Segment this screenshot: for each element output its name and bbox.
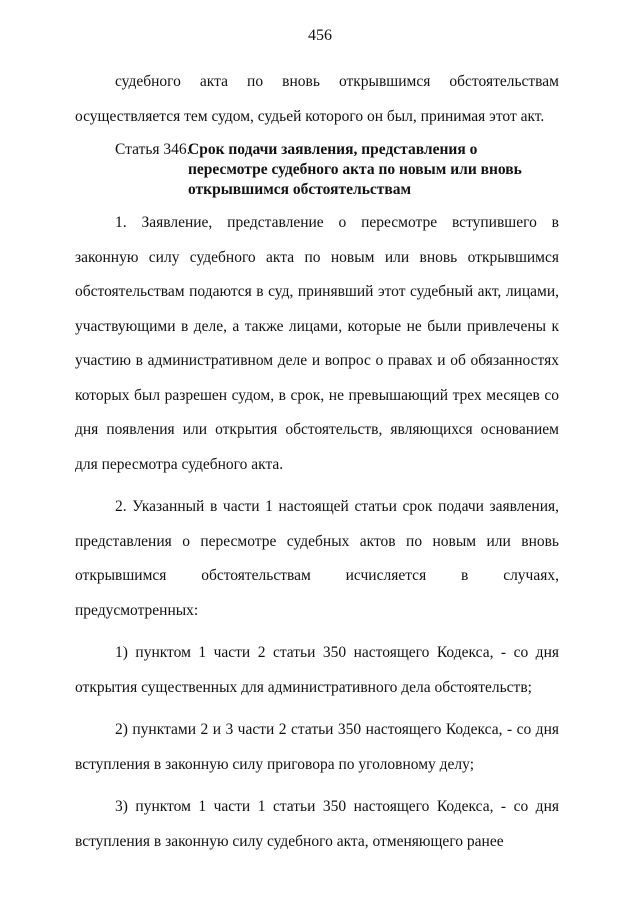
paragraph-item-2: 2) пунктами 2 и 3 части 2 статьи 350 настоящего Кодекса, - со дня вступления в законную силу приговора по уголовному делу; [75, 721, 559, 773]
intro-paragraph: судебного акта по вновь открывшимся обстоятельствам осуществляется тем судом, судьей которого он был, принимая этот акт. [75, 73, 559, 125]
paragraph-item-1: 1) пунктом 1 части 2 статьи 350 настоящего Кодекса, - со дня открытия существенных для административного дела обстоятельств; [75, 644, 559, 696]
article-label: Статья 346. [115, 141, 191, 158]
page-number: 456 [308, 27, 332, 44]
article-title: Срок подачи заявления, представления о пересмотре судебного акта по новым или вновь открывшимся обстоятельствам [188, 141, 522, 198]
paragraph-item-3: 3) пунктом 1 части 1 статьи 350 настоящего Кодекса, - со дня вступления в законную силу судебного акта, отменяющего ранее [75, 798, 559, 850]
paragraph-part-2: 2. Указанный в части 1 настоящей статьи срок подачи заявления, представления о пересмотре судебных актов по новым или вновь открывшимся обстоятельствам исчисляется в случаях, предусмотренных: [75, 498, 559, 619]
document-body [75, 65, 559, 859]
paragraph-part-1: 1. Заявление, представление о пересмотре вступившего в законную силу судебного акта по новым или вновь открывшимся обстоятельствам подаются в суд, принявший этот судебный акт, лицами, участвующими в деле, а также лицами, которые не были привлечены к участию в административном деле и вопрос о правах и об обязанностях которых был разрешен судом, в срок, не превышающий трех месяцев со дня появления или открытия обстоятельств, являющихся основанием для пересмотра судебного акта. [75, 214, 559, 473]
article-heading [75, 140, 559, 200]
